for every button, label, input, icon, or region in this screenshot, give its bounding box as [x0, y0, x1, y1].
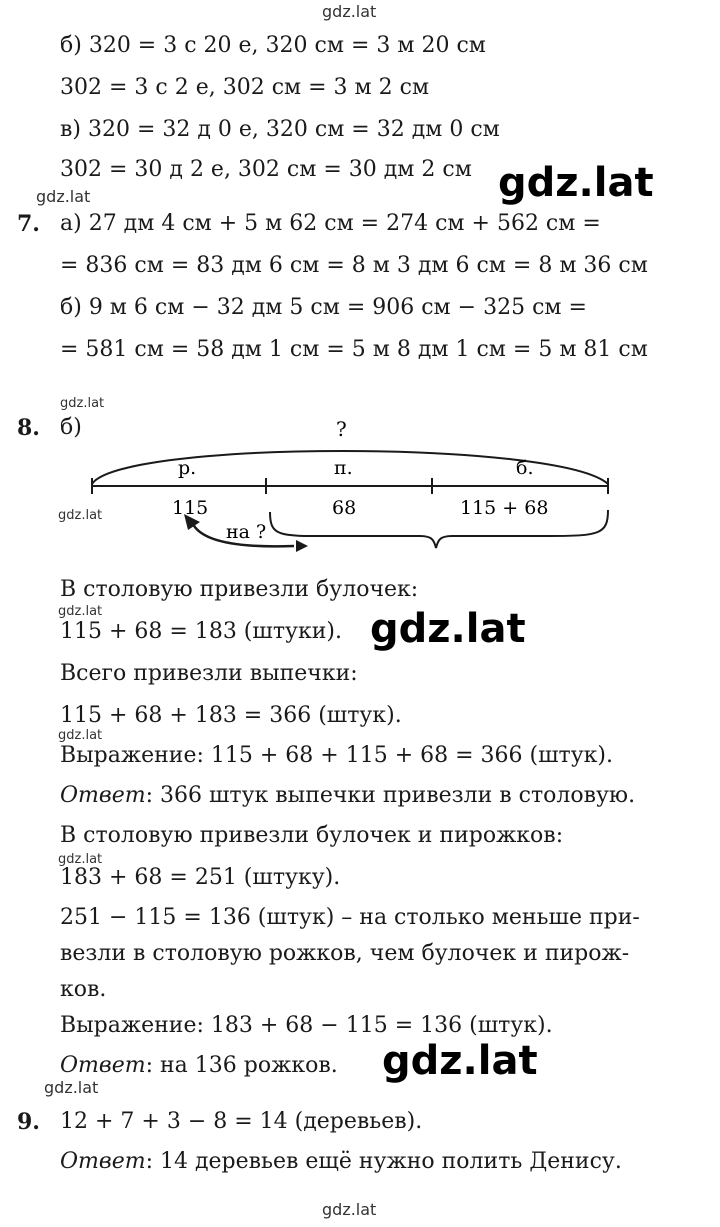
- text-line: б) 9 м 6 см − 32 дм 5 см = 906 см − 325 см =: [60, 295, 587, 320]
- watermark-small: gdz.lat: [58, 508, 103, 523]
- subpart-label: б): [60, 415, 82, 440]
- text-line: 12 + 7 + 3 − 8 = 14 (деревьев).: [60, 1109, 423, 1134]
- answer-label: Ответ: [60, 1053, 146, 1078]
- text-line: 302 = 30 д 2 е, 302 см = 30 дм 2 см: [60, 157, 472, 182]
- answer-line: [60, 1052, 338, 1080]
- watermark-big: gdz.lat: [382, 1038, 538, 1084]
- text-line: = 581 см = 58 дм 1 см = 5 м 8 дм 1 см = 5 м 81 см: [60, 337, 648, 362]
- watermark-small: gdz.lat: [58, 852, 103, 867]
- answer-label: Ответ: [60, 1149, 146, 1174]
- text-line: б) 320 = 3 с 20 е, 320 см = 3 м 20 см: [60, 33, 486, 58]
- answer-line: [60, 1148, 622, 1176]
- total-question: ?: [336, 417, 347, 441]
- segment-label-r: р.: [178, 457, 197, 479]
- text-line: 115 + 68 = 183 (штуки).: [60, 619, 342, 644]
- text-line: ков.: [60, 977, 107, 1002]
- problem-number-8: 8.: [17, 415, 40, 441]
- watermark-bottom: gdz.lat: [322, 1200, 377, 1219]
- text-line: а) 27 дм 4 см + 5 м 62 см = 274 см + 562 см =: [60, 211, 601, 236]
- watermark-small: gdz.lat: [36, 187, 91, 206]
- arrow-head: [296, 540, 308, 552]
- watermark-big: gdz.lat: [498, 160, 654, 206]
- text-line: 302 = 3 с 2 е, 302 см = 3 м 2 см: [60, 75, 430, 100]
- problem-number-7: 7.: [17, 211, 40, 237]
- answer-text: : на 136 рожков.: [145, 1053, 338, 1078]
- answer-text: : 366 штук выпечки привезли в столовую.: [145, 783, 636, 808]
- text-line: везли в столовую рожков, чем булочек и пирож-: [60, 941, 630, 966]
- text-line: 183 + 68 = 251 (штуку).: [60, 865, 341, 890]
- compare-label: на ?: [226, 521, 267, 543]
- text-line: Выражение: 115 + 68 + 115 + 68 = 366 (штук).: [60, 743, 613, 768]
- segment-label-b: б.: [516, 457, 534, 479]
- text-line: = 836 см = 83 дм 6 см = 8 м 3 дм 6 см = 8 м 36 см: [60, 253, 648, 278]
- text-line: Всего привезли выпечки:: [60, 661, 358, 686]
- text-line: 251 − 115 = 136 (штук) – на столько меньше при-: [60, 905, 640, 930]
- segment-label-p: п.: [334, 457, 353, 479]
- text-line: 115 + 68 + 183 = 366 (штук).: [60, 703, 402, 728]
- problem-number-9: 9.: [17, 1109, 40, 1135]
- segment-diagram: [80, 410, 620, 560]
- text-line: В столовую привезли булочек и пирожков:: [60, 823, 564, 848]
- watermark-big: gdz.lat: [370, 606, 526, 652]
- watermark-small: gdz.lat: [60, 396, 105, 411]
- answer-text: : 14 деревьев ещё нужно полить Денису.: [145, 1149, 622, 1174]
- segment-value-1: 115: [172, 497, 209, 519]
- watermark-small: gdz.lat: [58, 604, 103, 619]
- text-line: В столовую привезли булочек:: [60, 577, 419, 602]
- segment-value-3: 115 + 68: [460, 497, 549, 519]
- text-line: Выражение: 183 + 68 − 115 = 136 (штук).: [60, 1013, 553, 1038]
- watermark-top: gdz.lat: [322, 2, 377, 21]
- segment-value-2: 68: [332, 497, 357, 519]
- watermark-small: gdz.lat: [58, 728, 103, 743]
- answer-label: Ответ: [60, 783, 146, 808]
- text-line: в) 320 = 32 д 0 е, 320 см = 32 дм 0 см: [60, 117, 500, 142]
- group-brace: [270, 510, 608, 548]
- answer-line: [60, 782, 635, 810]
- watermark-small: gdz.lat: [44, 1078, 99, 1097]
